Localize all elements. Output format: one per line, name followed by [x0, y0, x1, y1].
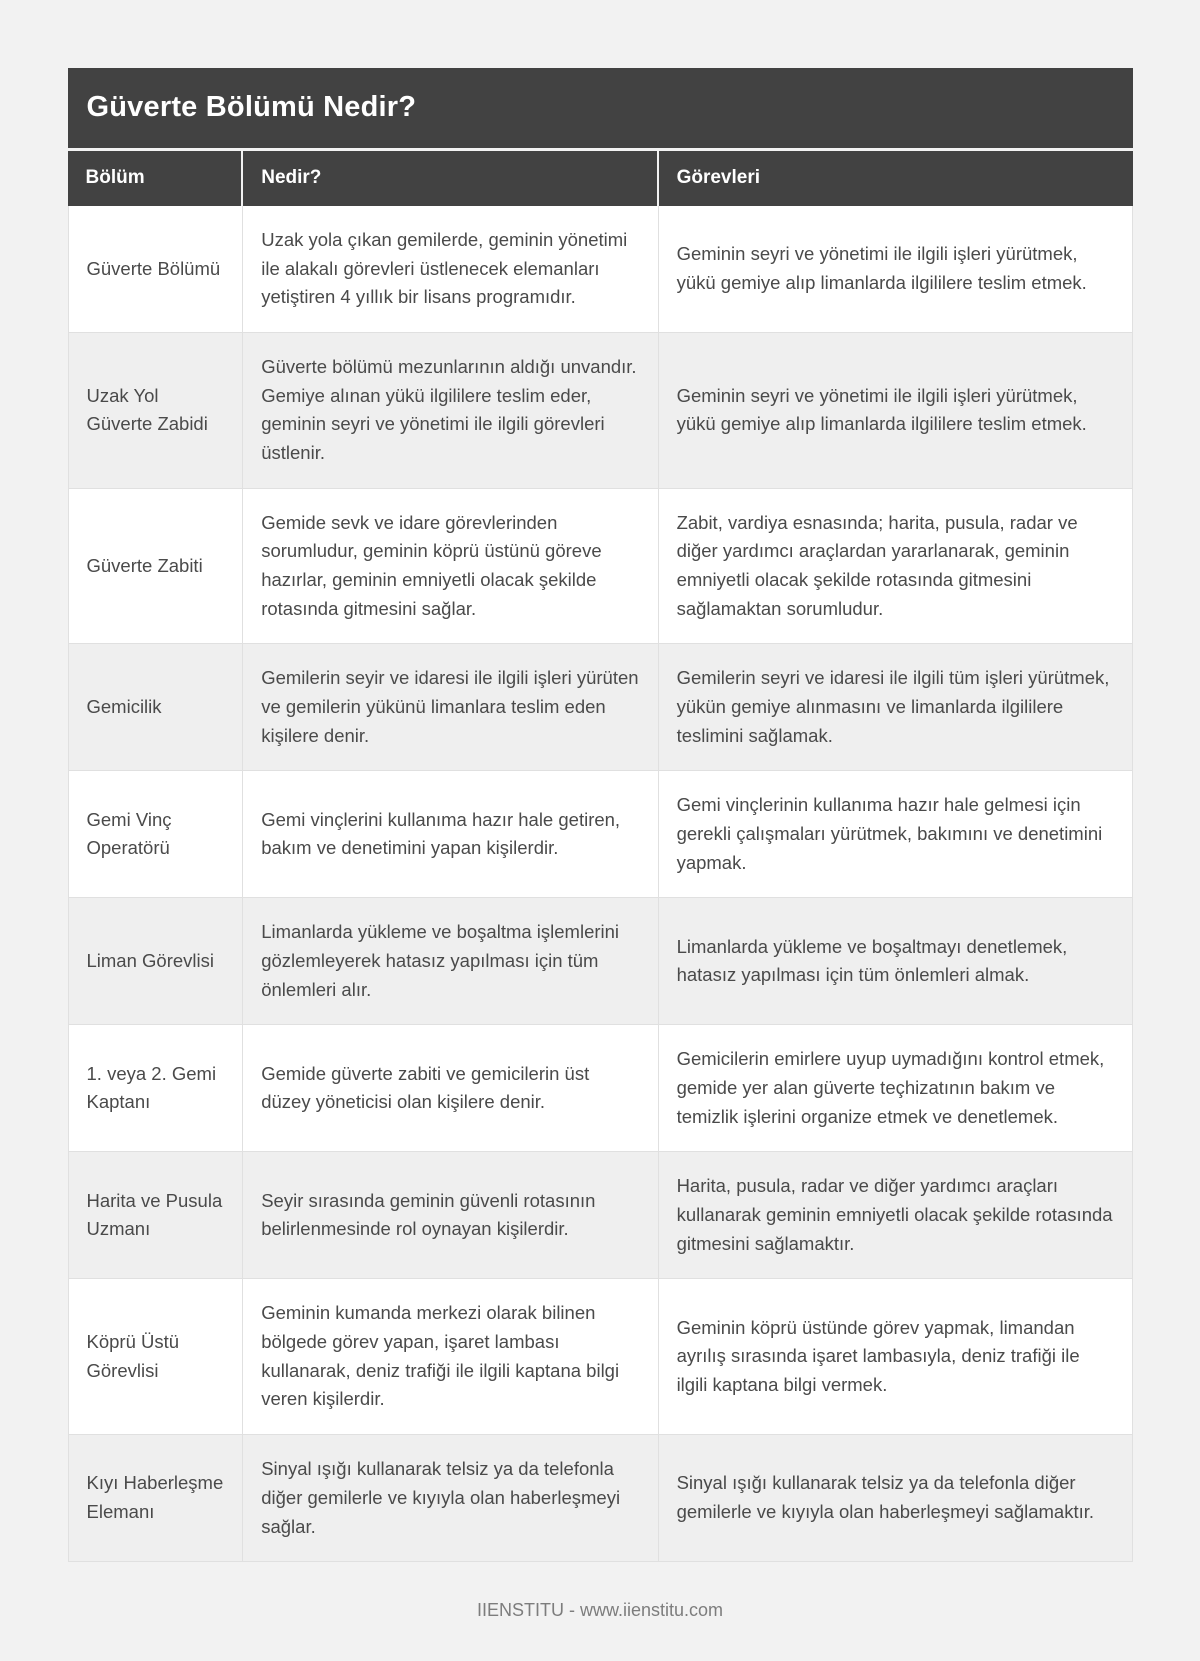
deck-department-card [68, 68, 1133, 1562]
cell-gorevleri: Gemicilerin emirlere uyup uymadığını kontrol etmek, gemide yer alan güverte teçhizatının bakım ve temizlik işlerini organize etmek ve denetlemek. [659, 1025, 1133, 1152]
cell-gorevleri: Geminin seyri ve yönetimi ile ilgili işleri yürütmek, yükü gemiye alıp limanlarda ilgililere teslim etmek. [659, 206, 1133, 333]
cell-nedir: Seyir sırasında geminin güvenli rotasının belirlenmesinde rol oynayan kişilerdir. [243, 1152, 658, 1279]
table-row [68, 1025, 1133, 1152]
cell-gorevleri: Zabit, vardiya esnasında; harita, pusula, radar ve diğer yardımcı araçlardan yararlanarak, geminin emniyetli olacak şekilde rotasında gitmesini sağlamaktan sorumludur. [659, 489, 1133, 645]
table-row [68, 206, 1133, 333]
table-row [68, 333, 1133, 489]
cell-nedir: Limanlarda yükleme ve boşaltma işlemlerini gözlemleyerek hatasız yapılması için tüm önlemleri alır. [243, 898, 658, 1025]
cell-bolum: Kıyı Haberleşme Elemanı [68, 1435, 244, 1562]
cell-gorevleri: Gemilerin seyri ve idaresi ile ilgili tüm işleri yürütmek, yükün gemiye alınmasını ve limanlarda ilgililere teslimini sağlamak. [659, 644, 1133, 771]
table-header-row [68, 151, 1133, 206]
cell-gorevleri: Harita, pusula, radar ve diğer yardımcı araçları kullanarak geminin emniyetli olacak şekilde rotasında gitmesini sağlamaktır. [659, 1152, 1133, 1279]
cell-nedir: Uzak yola çıkan gemilerde, geminin yönetimi ile alakalı görevleri üstlenecek elemanları yetiştiren 4 yıllık bir lisans programıdır. [243, 206, 658, 333]
cell-gorevleri: Geminin seyri ve yönetimi ile ilgili işleri yürütmek, yükü gemiye alıp limanlarda ilgililere teslim etmek. [659, 333, 1133, 489]
table-row [68, 644, 1133, 771]
cell-nedir: Gemi vinçlerini kullanıma hazır hale getiren, bakım ve denetimini yapan kişilerdir. [243, 771, 658, 898]
column-header-gorevleri: Görevleri [659, 151, 1133, 206]
table-row [68, 898, 1133, 1025]
cell-bolum: Köprü Üstü Görevlisi [68, 1279, 244, 1435]
cell-bolum: 1. veya 2. Gemi Kaptanı [68, 1025, 244, 1152]
footer-credit: IIENSTITU - www.iienstitu.com [476, 1600, 724, 1621]
cell-nedir: Gemide sevk ve idare görevlerinden sorumludur, geminin köprü üstünü göreve hazırlar, geminin emniyetli olacak şekilde rotasında gitmesini sağlar. [243, 489, 658, 645]
cell-nedir: Güverte bölümü mezunlarının aldığı unvandır. Gemiye alınan yükü ilgililere teslim eder, geminin seyri ve yönetimi ile ilgili görevleri üstlenir. [243, 333, 658, 489]
cell-gorevleri: Geminin köprü üstünde görev yapmak, limandan ayrılış sırasında işaret lambasıyla, deniz trafiği ile ilgili kaptana bilgi vermek. [659, 1279, 1133, 1435]
cell-nedir: Gemilerin seyir ve idaresi ile ilgili işleri yürüten ve gemilerin yükünü limanlara teslim eden kişilere denir. [243, 644, 658, 771]
cell-bolum: Gemicilik [68, 644, 244, 771]
table-row [68, 1435, 1133, 1562]
cell-bolum: Güverte Bölümü [68, 206, 244, 333]
cell-gorevleri: Limanlarda yükleme ve boşaltmayı denetlemek, hatasız yapılması için tüm önlemleri almak. [659, 898, 1133, 1025]
cell-gorevleri: Sinyal ışığı kullanarak telsiz ya da telefonla diğer gemilerle ve kıyıyla olan haberleşmeyi sağlamaktır. [659, 1435, 1133, 1562]
cell-bolum: Uzak Yol Güverte Zabidi [68, 333, 244, 489]
table-row [68, 771, 1133, 898]
cell-bolum: Gemi Vinç Operatörü [68, 771, 244, 898]
cell-gorevleri: Gemi vinçlerinin kullanıma hazır hale gelmesi için gerekli çalışmaları yürütmek, bakımını ve denetimini yapmak. [659, 771, 1133, 898]
table-row [68, 1152, 1133, 1279]
cell-bolum: Güverte Zabiti [68, 489, 244, 645]
column-header-nedir: Nedir? [243, 151, 658, 206]
cell-nedir: Sinyal ışığı kullanarak telsiz ya da telefonla diğer gemilerle ve kıyıyla olan haberleşmeyi sağlar. [243, 1435, 658, 1562]
cell-bolum: Harita ve Pusula Uzmanı [68, 1152, 244, 1279]
table-row [68, 1279, 1133, 1435]
deck-roles-table [68, 151, 1133, 1562]
table-row [68, 489, 1133, 645]
cell-nedir: Gemide güverte zabiti ve gemicilerin üst düzey yöneticisi olan kişilere denir. [243, 1025, 658, 1152]
column-header-bolum: Bölüm [68, 151, 244, 206]
page-title: Güverte Bölümü Nedir? [68, 68, 1133, 148]
table-body [68, 206, 1133, 1562]
cell-bolum: Liman Görevlisi [68, 898, 244, 1025]
cell-nedir: Geminin kumanda merkezi olarak bilinen bölgede görev yapan, işaret lambası kullanarak, deniz trafiği ile ilgili kaptana bilgi veren kişilerdir. [243, 1279, 658, 1435]
